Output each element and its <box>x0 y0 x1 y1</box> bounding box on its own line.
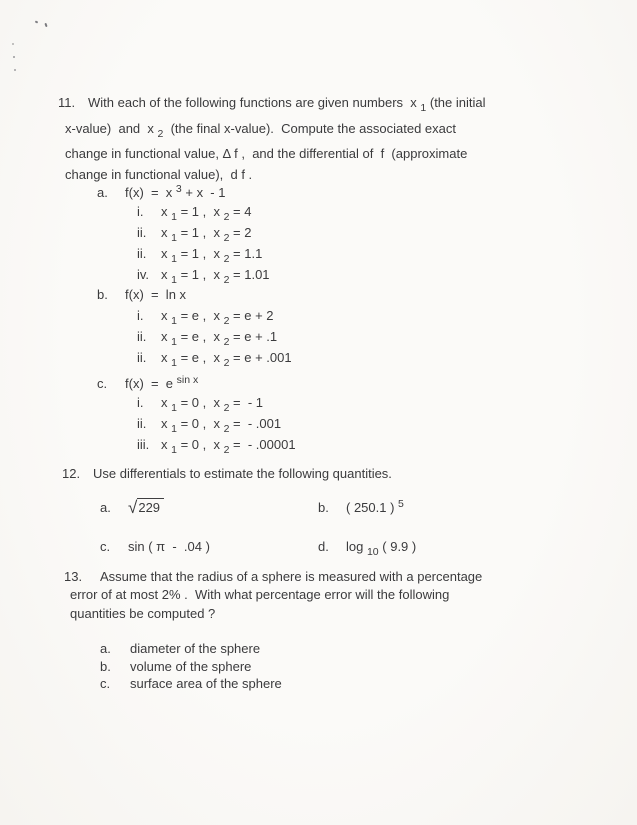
problem-13-line-3: quantities be computed ? <box>70 605 216 621</box>
item-numeral: ii. <box>137 329 147 345</box>
item-label: c. <box>100 676 111 692</box>
quantity-cell-b <box>318 498 404 515</box>
problem-number: 12. <box>62 466 81 481</box>
part-b-header-row <box>58 287 508 308</box>
math-expression: f(x) = x $^3$ + x - 1 <box>125 183 226 200</box>
problem-11-parts <box>58 183 508 458</box>
scan-speck <box>12 43 14 45</box>
sub-item-row <box>58 329 508 350</box>
math-expression: x $_1$ = 1 , x $_2$ = 4 <box>161 203 252 223</box>
math-expression: x $_1$ = 1 , x $_2$ = 1.01 <box>161 266 270 286</box>
sub-item-row <box>58 308 508 329</box>
problem-number: 11. <box>58 95 76 110</box>
sub-item-row <box>58 437 508 458</box>
problem-12-header <box>58 463 598 484</box>
math-expression: x $_1$ = 1 , x $_2$ = 1.1 <box>161 245 263 265</box>
list-item <box>58 675 578 693</box>
intro-line-4: change in functional value), d f . <box>65 167 253 183</box>
item-label: c. <box>100 539 111 554</box>
item-numeral: iii. <box>137 436 150 452</box>
item-label: a. <box>100 500 111 515</box>
item-numeral: ii. <box>137 245 147 261</box>
math-expression: x $_1$ = e , x $_2$ = e + .1 <box>161 329 278 349</box>
list-item <box>58 658 578 676</box>
item-label: b. <box>318 500 329 515</box>
problem-13-line-1: Assume that the radius of a sphere is measured with a percentage <box>100 569 483 584</box>
item-label: a. <box>100 641 111 657</box>
part-c-header-row <box>58 374 508 395</box>
item-label: b. <box>100 658 111 674</box>
quantity-cell-c <box>58 539 318 554</box>
item-text: surface area of the sphere <box>130 676 282 692</box>
problem-number: 13. <box>64 569 83 584</box>
text-line <box>58 93 558 119</box>
item-label: b. <box>97 287 108 303</box>
math-expression: f(x) = ln x <box>125 287 187 303</box>
problem-12 <box>58 463 598 558</box>
problem-13-items <box>58 640 578 693</box>
scan-speck <box>35 20 39 23</box>
list-item <box>58 640 578 658</box>
problem-13 <box>58 568 578 693</box>
sub-item-row <box>58 267 508 288</box>
item-numeral: i. <box>137 203 144 219</box>
math-expression: x $_1$ = e , x $_2$ = e + 2 <box>161 308 274 328</box>
item-text: volume of the sphere <box>130 658 252 674</box>
sub-item-row <box>58 204 508 225</box>
math-expression: x $_1$ = 0 , x $_2$ = - .001 <box>161 415 282 435</box>
item-numeral: ii. <box>137 224 147 240</box>
math-expression-sin: sin ( π - .04 ) <box>128 539 210 554</box>
scan-speck <box>44 23 47 27</box>
item-numeral: ii. <box>137 350 147 366</box>
sub-item-row <box>58 225 508 246</box>
sub-item-row <box>58 416 508 437</box>
math-expression: x $_1$ = 0 , x $_2$ = - 1 <box>161 394 264 414</box>
math-expression-log: log $_{10}$ ( 9.9 ) <box>346 539 417 558</box>
sub-item-row <box>58 246 508 267</box>
part-a-header-row <box>58 183 508 204</box>
item-label: c. <box>97 376 108 392</box>
item-text: diameter of the sphere <box>130 641 261 657</box>
math-expression-sqrt-229: √229 <box>128 498 164 518</box>
item-numeral: ii. <box>137 415 147 431</box>
intro-line-3: change in functional value, Δ f , and the differential of f (approximate <box>65 146 468 162</box>
math-expression: x $_1$ = 1 , x $_2$ = 2 <box>161 224 252 244</box>
scan-speck <box>13 56 15 58</box>
intro-line-1: With each of the following functions are given numbers x $_1$ (the initial <box>88 95 486 114</box>
math-expression: f(x) = e $^{sin x}$ <box>125 374 199 392</box>
problem-13-line-2: error of at most 2% . With what percentage error will the following <box>70 587 450 603</box>
item-numeral: i. <box>137 394 144 410</box>
item-label: d. <box>318 539 329 554</box>
item-numeral: i. <box>137 308 144 324</box>
item-label: a. <box>97 185 108 200</box>
text-line <box>58 568 578 586</box>
math-expression-power: ( 250.1 ) $^5$ <box>346 498 404 515</box>
quantity-cell-d <box>318 539 416 558</box>
problem-11-intro <box>58 93 558 186</box>
math-expression: x $_1$ = e , x $_2$ = e + .001 <box>161 350 292 370</box>
scan-speck <box>14 69 16 71</box>
problem-12-title: Use differentials to estimate the following quantities. <box>93 466 392 481</box>
sub-item-row <box>58 395 508 416</box>
math-expression: x $_1$ = 0 , x $_2$ = - .00001 <box>161 436 296 456</box>
item-numeral: iv. <box>137 266 150 282</box>
problem-12-row-2 <box>58 539 598 558</box>
quantity-cell-a <box>58 498 318 518</box>
sub-item-row <box>58 350 508 371</box>
intro-line-2: x-value) and x $_2$ (the final x-value). Compute the associated exact <box>65 120 456 140</box>
problem-12-row-1 <box>58 498 598 518</box>
